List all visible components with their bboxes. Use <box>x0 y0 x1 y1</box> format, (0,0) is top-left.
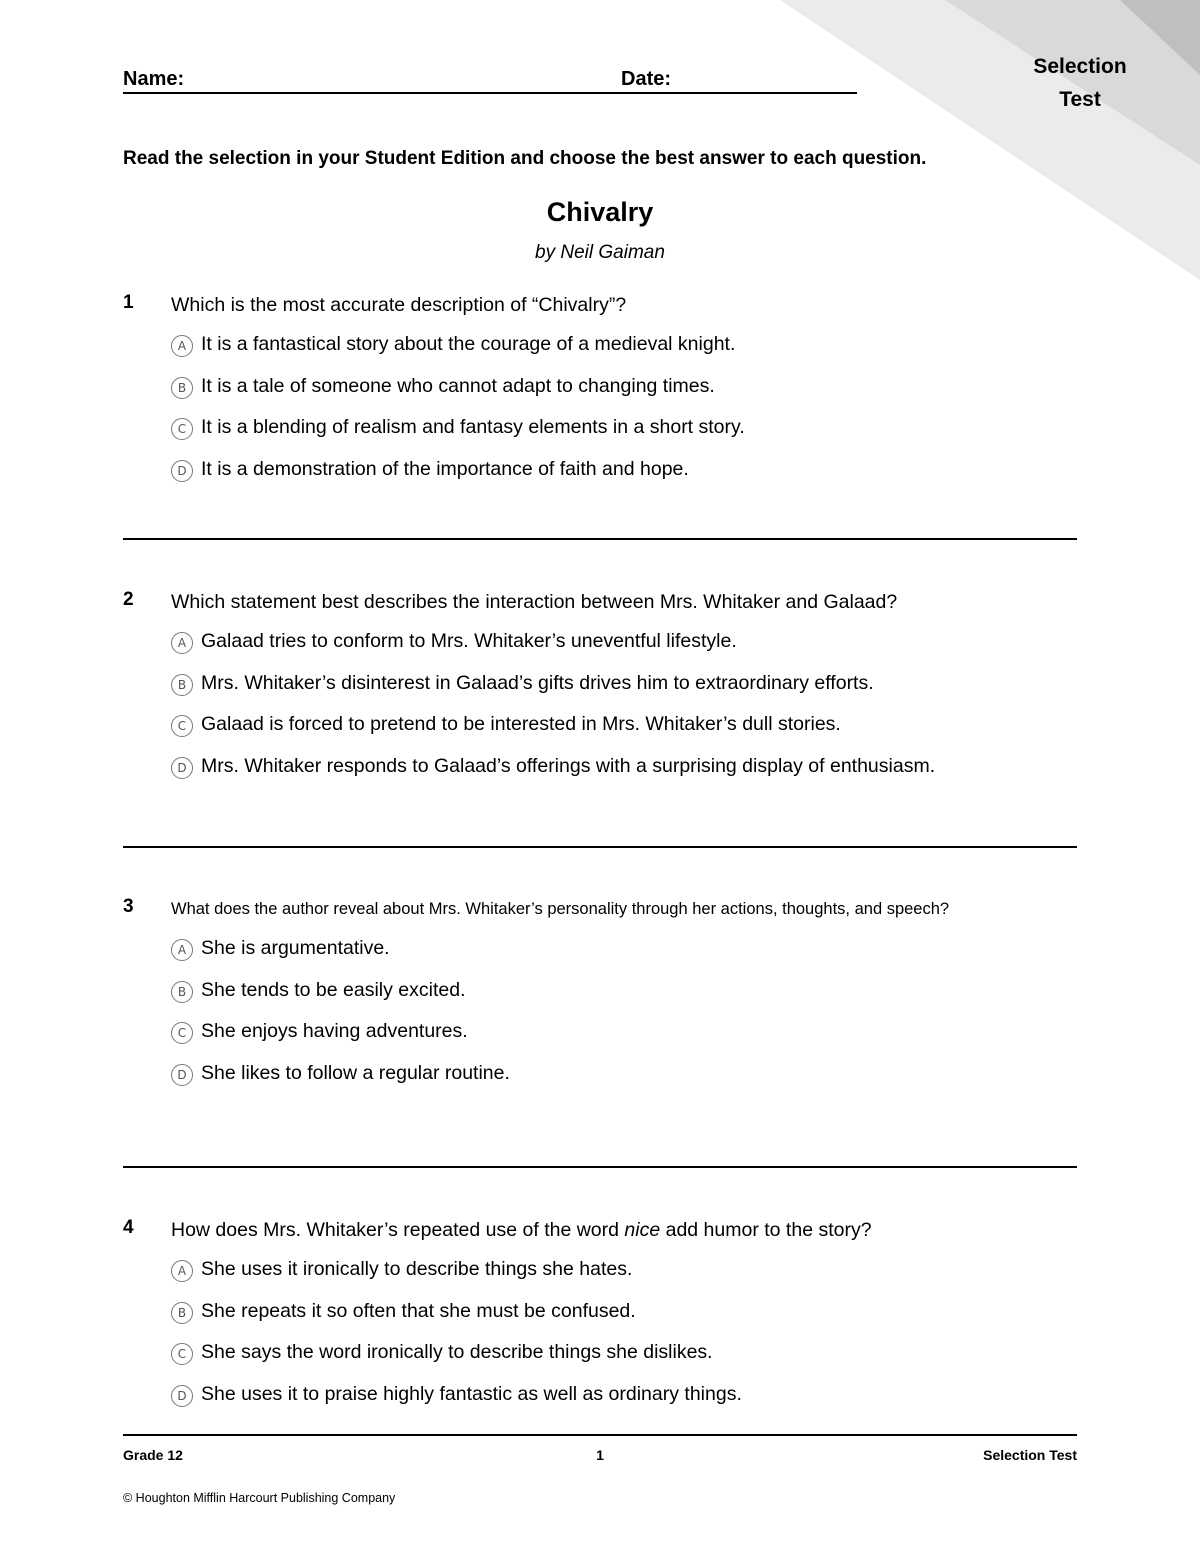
answer-choice[interactable] <box>171 1383 1077 1425</box>
answer-choices <box>171 1258 1077 1424</box>
answer-choice[interactable] <box>171 333 1077 375</box>
bubble-c-icon[interactable]: C <box>171 418 193 440</box>
choice-text: It is a demonstration of the importance of faith and hope. <box>201 457 689 480</box>
question-2 <box>123 589 1077 796</box>
answer-choice[interactable] <box>171 937 1077 979</box>
choice-text: It is a tale of someone who cannot adapt to changing times. <box>201 374 715 397</box>
answer-choice[interactable] <box>171 630 1077 672</box>
answer-choices <box>171 333 1077 499</box>
footer-title: Selection Test <box>983 1447 1077 1463</box>
question-prompt: Which is the most accurate description of “Chivalry”? <box>171 294 627 316</box>
bubble-d-icon[interactable]: D <box>171 1064 193 1086</box>
byline: by Neil Gaiman <box>535 242 665 263</box>
question-number: 1 <box>123 292 134 313</box>
question-number: 3 <box>123 896 134 917</box>
bubble-c-icon[interactable]: C <box>171 1343 193 1365</box>
instructions: Read the selection in your Student Edition and choose the best answer to each question. <box>123 148 927 169</box>
name-date-line[interactable] <box>123 68 857 94</box>
footer-grade: Grade 12 <box>123 1447 183 1463</box>
name-label: Name: <box>123 68 185 90</box>
section-divider <box>123 846 1077 848</box>
bubble-d-icon[interactable]: D <box>171 460 193 482</box>
answer-choice[interactable] <box>171 1020 1077 1062</box>
answer-choice[interactable] <box>171 1258 1077 1300</box>
choice-text: Mrs. Whitaker’s disinterest in Galaad’s gifts drives him to extraordinary efforts. <box>201 671 874 694</box>
bubble-b-icon[interactable]: B <box>171 1302 193 1324</box>
answer-choices <box>171 630 1077 796</box>
answer-choice[interactable] <box>171 375 1077 417</box>
question-number: 4 <box>123 1217 134 1238</box>
footer-divider <box>123 1434 1077 1436</box>
choice-text: She enjoys having adventures. <box>201 1020 468 1042</box>
choice-text: Galaad tries to conform to Mrs. Whitaker’s uneventful lifestyle. <box>201 630 737 652</box>
section-divider <box>123 538 1077 540</box>
bubble-b-icon[interactable]: B <box>171 674 193 696</box>
corner-label-line1: Selection <box>1033 55 1127 78</box>
bubble-d-icon[interactable]: D <box>171 757 193 779</box>
bubble-b-icon[interactable]: B <box>171 981 193 1003</box>
choice-text: She uses it ironically to describe things she hates. <box>201 1258 633 1280</box>
question-prompt: What does the author reveal about Mrs. Whitaker’s personality through her actions, thoughts, and speech? <box>171 900 950 918</box>
question-3 <box>123 896 1077 1103</box>
choice-text: Mrs. Whitaker responds to Galaad’s offerings with a surprising display of enthusiasm. <box>201 754 936 777</box>
choice-text: She repeats it so often that she must be confused. <box>201 1299 636 1322</box>
question-prompt: Which statement best describes the interaction between Mrs. Whitaker and Galaad? <box>171 591 898 613</box>
selection-title: Chivalry <box>546 197 654 227</box>
bubble-b-icon[interactable]: B <box>171 377 193 399</box>
answer-choice[interactable] <box>171 458 1077 500</box>
date-label: Date: <box>621 68 672 90</box>
choice-text: She says the word ironically to describe things she dislikes. <box>201 1341 713 1363</box>
bubble-a-icon[interactable]: A <box>171 632 193 654</box>
answer-choice[interactable] <box>171 672 1077 714</box>
answer-choice[interactable] <box>171 979 1077 1021</box>
bubble-c-icon[interactable]: C <box>171 715 193 737</box>
answer-choice[interactable] <box>171 416 1077 458</box>
bubble-a-icon[interactable]: A <box>171 335 193 357</box>
copyright-notice: © Houghton Mifflin Harcourt Publishing Company <box>123 1491 396 1505</box>
choice-text: She is argumentative. <box>201 937 390 959</box>
page-footer <box>123 1447 1077 1467</box>
question-1 <box>123 292 1077 499</box>
bubble-a-icon[interactable]: A <box>171 1260 193 1282</box>
answer-choices <box>171 937 1077 1103</box>
question-4 <box>123 1217 1077 1424</box>
answer-choice[interactable] <box>171 1300 1077 1342</box>
answer-choice[interactable] <box>171 755 1077 797</box>
question-number: 2 <box>123 589 134 610</box>
bubble-a-icon[interactable]: A <box>171 939 193 961</box>
corner-label-line2: Test <box>1059 88 1101 111</box>
choice-text: It is a fantastical story about the courage of a medieval knight. <box>201 333 736 355</box>
choice-text: She likes to follow a regular routine. <box>201 1061 510 1084</box>
corner-decoration <box>780 0 1200 280</box>
prompt-italic-word: nice <box>624 1219 661 1241</box>
answer-choice[interactable] <box>171 1062 1077 1104</box>
prompt-text-after: add humor to the story? <box>660 1219 872 1241</box>
page-number: 1 <box>596 1447 604 1463</box>
answer-choice[interactable] <box>171 713 1077 755</box>
choice-text: She uses it to praise highly fantastic as well as ordinary things. <box>201 1382 742 1405</box>
section-divider <box>123 1166 1077 1168</box>
choice-text: It is a blending of realism and fantasy elements in a short story. <box>201 416 745 438</box>
bubble-c-icon[interactable]: C <box>171 1022 193 1044</box>
question-prompt <box>171 1217 1077 1244</box>
prompt-text-before: How does Mrs. Whitaker’s repeated use of the word <box>171 1219 625 1241</box>
answer-choice[interactable] <box>171 1341 1077 1383</box>
choice-text: She tends to be easily excited. <box>201 978 466 1001</box>
bubble-d-icon[interactable]: D <box>171 1385 193 1407</box>
choice-text: Galaad is forced to pretend to be interested in Mrs. Whitaker’s dull stories. <box>201 713 841 735</box>
selection-test-label <box>1020 50 1140 116</box>
